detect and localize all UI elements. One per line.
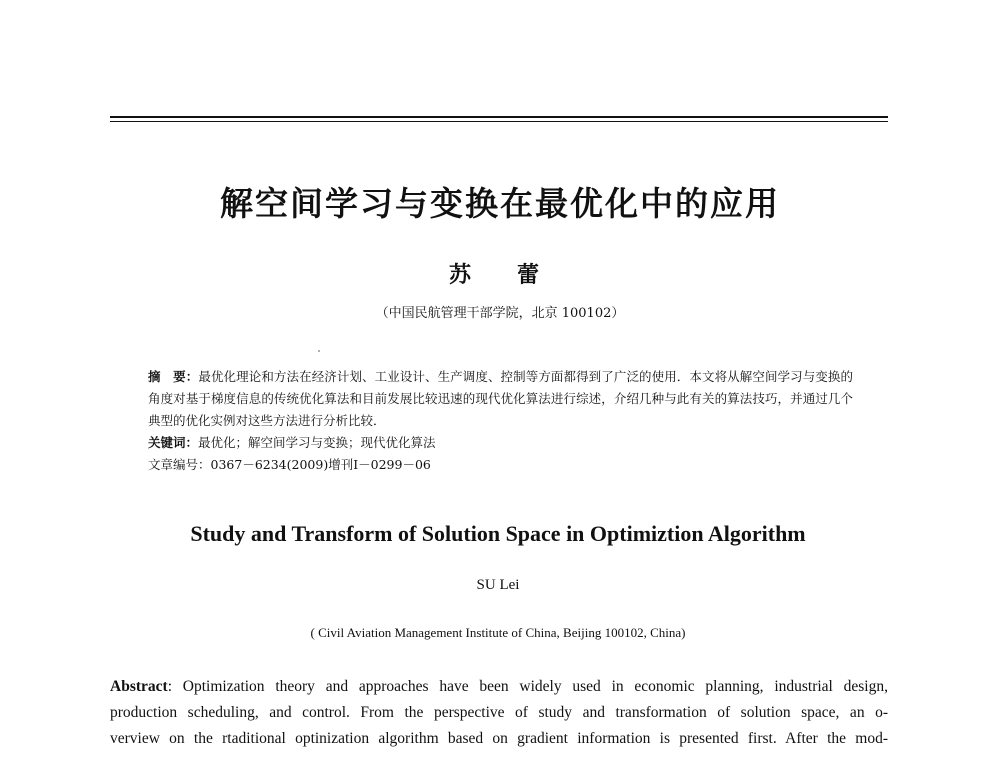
- english-abstract-line-text: : Optimization theory and approaches have been widely used in economic planning, industrial design,: [167, 678, 888, 695]
- english-title: Study and Transform of Solution Space in Optimiztion Algorithm: [190, 521, 806, 546]
- document-number: [148, 454, 431, 476]
- english-abstract-line: production scheduling, and control. From the perspective of study and transformation of solution space, an o-: [110, 704, 888, 721]
- chinese-author: 苏 蕾: [448, 262, 551, 288]
- chinese-keywords-label: 关键词：: [148, 435, 199, 450]
- english-abstract: [110, 674, 888, 752]
- chinese-keywords-text: 最优化；解空间学习与变换；现代优化算法: [198, 435, 436, 450]
- english-affiliation: ( Civil Aviation Management Institute of China, Beijing 100102, China): [310, 625, 686, 640]
- chinese-keywords: [148, 432, 436, 454]
- document-number-text: 0367－6234(2009)增刊Ⅰ－0299－06: [210, 457, 431, 472]
- header-rule-thick: [110, 116, 888, 118]
- chinese-affiliation: （中国民航管理干部学院，北京 100102）: [375, 306, 625, 321]
- english-author: SU Lei: [476, 577, 520, 593]
- english-abstract-line: [110, 674, 888, 700]
- english-abstract-label: Abstract: [110, 678, 168, 695]
- english-abstract-line: verview on the rtaditional optinization algorithm based on gradient information is presented first. After the mod-: [110, 730, 888, 747]
- document-number-label: 文章编号：: [148, 457, 211, 472]
- chinese-abstract-text: 最优化理论和方法在经济计划、工业设计、生产调度、控制等方面都得到了广泛的使用．本文将从解空间学习与变换的角度对基于梯度信息的传统优化算法和目前发展比较迅速的现代优化算法进行综述，介绍几种与此有关的算法技巧，并通过几个典型的优化实例对这些方法进行分析比较．: [148, 369, 853, 428]
- header-rule-thin: [110, 121, 888, 122]
- chinese-abstract: [148, 366, 853, 432]
- chinese-title: 解空间学习与变换在最优化中的应用: [220, 184, 780, 223]
- chinese-abstract-label: 摘 要：: [148, 369, 199, 384]
- stray-dot: [318, 350, 320, 352]
